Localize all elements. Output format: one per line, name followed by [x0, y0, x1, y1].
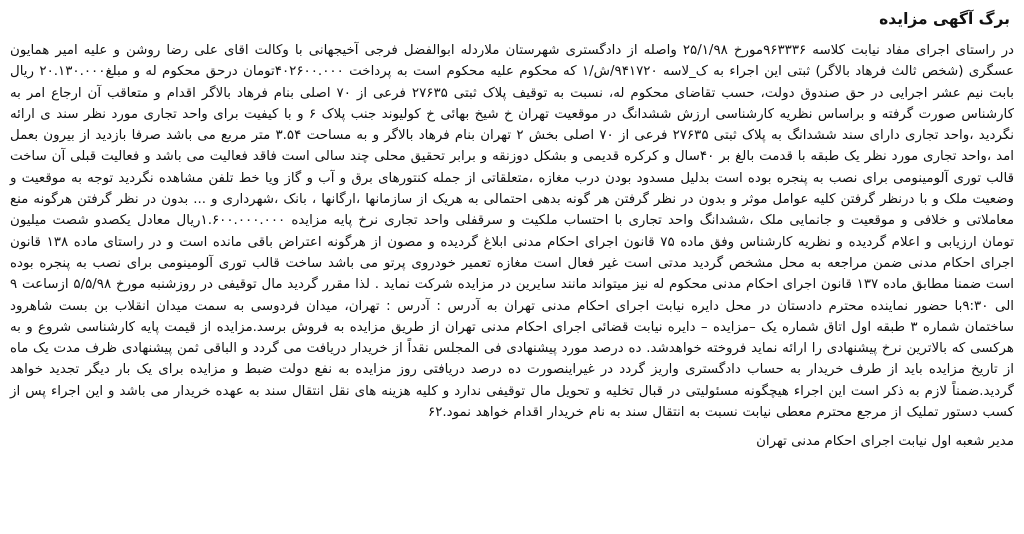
notice-signature: مدیر شعبه اول نیابت اجرای احکام مدنی تهران: [756, 434, 1014, 450]
notice-title: برگ آگهی مزایده: [879, 10, 1010, 28]
notice-body-paragraph: در راستای اجرای مفاد نیابت کلاسه ۹۶۳۳۳۶مورخ ۲۵/۱/۹۸ واصله از دادگستری شهرستان ملاردله ابوالفضل فرجی آخیجهانی با وکالت اقای علی رضا روشن و علیه امیر همایون عسگری (شخص ثالث فرهاد بالاگر) ثبتی این اجراء به ک_لاسه ۹۴۱۷۲۰/ش/۱ که محکوم علیه محکوم است به پرداخت ۴۰۲۶۰۰.۰۰۰تومان درحق محکوم له و مبلغ۲۰.۱۳۰.۰۰۰ ریال بابت نیم عشر اجرایی در حق صندوق دولت، حسب تقاضای محکوم له، نسبت به توقیف پلاک ثبتی ۲۷۶۳۵ فرعی از ۷۰ اصلی بنام فرهاد بالاگر اقدام و متعاقب آن ارجاع امر به کارشناس صورت گرفته و براساس نظریه کارشناسی ارزش ششدانگ در موقعیت تهران خ شیخ بهائی خ کولیوند جنب پلاک ۶ و با کیفیت برای واحد تجاری مورد نظر سند ی ارائه نگردید ،واحد تجاری دارای سند ششدانگ به پلاک ثبتی ۲۷۶۳۵ فرعی از ۷۰ اصلی بخش ۲ تهران بنام فرهاد بالاگر و به مساحت ۳.۵۴ متر مربع می باشد صرفا بازدید از بیرون بعمل امد ،واحد تجاری مورد نظر یک طبقه با قدمت بالغ بر ۴۰سال و کرکره قدیمی و بشکل دوزنقه و برابر تحقیق محلی چند سالی است فاقد فعالیت می باشد و فعالیت قبلی آن ساخت قالب توری آلومینومی برای نصب به پنجره بوده است بدلیل مسدود بودن درب مغازه ،متعلقاتی از جمله کنتورهای برق و آب و گاز ویا خط تلفن مشاهده نگردید توجه به موقعیت و وضعیت ملک و با درنظر گرفتن کلیه عوامل موثر و بدون در نظر گرفتن هر گونه بدهی احتمالی به هریک از سازمانها ،ارگانها ، بانک ،شهرداری و ... بدون در نظر گرفتن هرگونه منع معاملاتی و خلافی و موقعیت و جانمایی ملک ،ششدانگ واحد تجاری با احتساب ملکیت و سرقفلی واحد تجاری نرخ پایه مزایده ۱.۶۰۰.۰۰۰.۰۰۰ریال معادل یکصدو شصت میلیون تومان ارزیابی و اعلام گردیده و نظریه کارشناس وفق ماده ۷۵ قانون اجرای احکام مدنی ابلاغ گردیده و مصون از هرگونه اعتراض باقی مانده است و در راستای ماده ۱۳۸ قانون اجرای احکام مدنی ضمن مراجعه به محل مشخص گردید مدتی است غیر فعال است مغازه تعمیر خودروی پرتو می باشد ساخت قالب توری آلومینومی برای نصب به پنجره بوده است ضمنا مطابق ماده ۱۳۷ قانون اجرای احکام مدنی محکوم له نیز میتواند مانند سایرین در مزایده شرکت نماید . لذا مقرر گردید مال توقیفی در روزشنبه مورخ ۵/۵/۹۸ ازساعت ۹ الی ۹:۳۰با حضور نماینده محترم دادستان در محل دایره نیابت اجرای احکام مدنی تهران به آدرس : آدرس : تهران، میدان فردوسی به سمت میدان انقلاب بن بست شاهرود ساختمان شماره ۳ طبقه اول اتاق شماره یک –مزایده – دایره نیابت قضائی اجرای احکام مدنی تهران از طریق مزایده به فروش برسد.مزایده از قیمت پایه کارشناسی شروع و به هرکسی که بالاترین نرخ پیشنهادی را ارائه نماید فروخته خواهدشد. ده درصد مورد پیشنهادی فی المجلس نقداً از خریدار دریافت می گردد و الباقی ثمن پیشنهادی ظرف مدت یک ماه از تاریخ مزایده باید از طرف خریدار به حساب دادگستری واریز گردد در غیراینصورت ده درصد دریافتی روز مزایده به نفع دولت ضبط و مزایده برای یک بار دیگر تجدید خواهد گردید.ضمناً لازم به ذکر است این اجراء هیچگونه مسئولیتی در قبال تخلیه و تحویل مال توقیفی ندارد و کلیه هزینه های نقل انتقال سند به عهده خریدار می باشد و این اجراء پس از کسب دستور تملیک از مرجع محترم معطی نیابت نسبت به انتقال سند به نام خریدار اقدام خواهد نمود.۶۲: [10, 43, 1015, 421]
